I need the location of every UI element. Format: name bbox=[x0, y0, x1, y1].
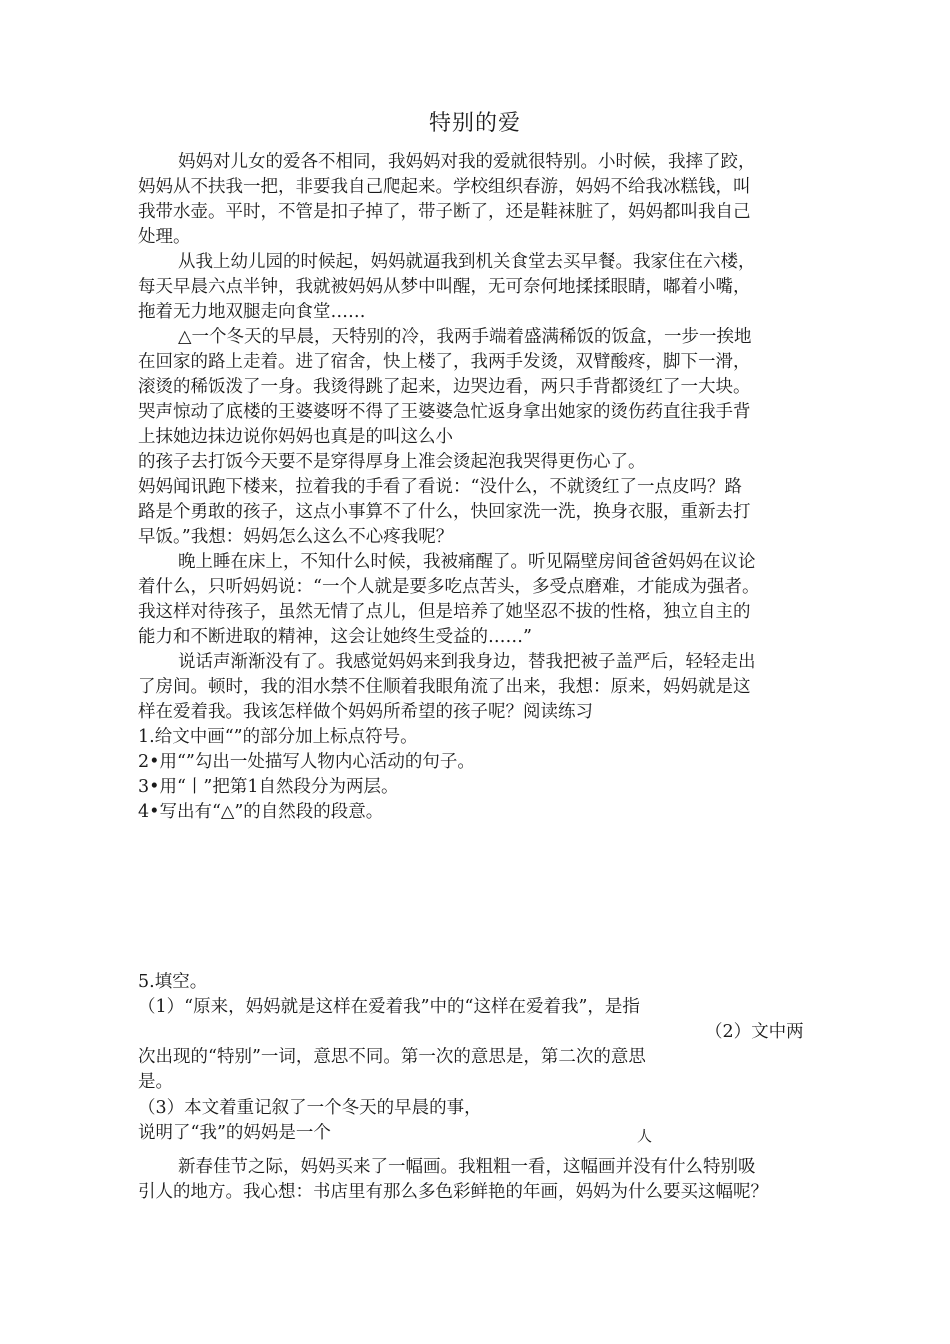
question-5-part2-line: 次出现的“特别”一词，意思不同。第一次的意思是，第二次的意思 bbox=[138, 1047, 646, 1067]
passage-line: 妈妈对儿女的爱各不相同，我妈妈对我的爱就很特别。小时候，我摔了跤， bbox=[178, 152, 756, 172]
passage-line: 能力和不断进取的精神，这会让她终生受益的……” bbox=[138, 627, 532, 647]
passage-line: 在回家的路上走着。进了宿舍，快上楼了，我两手发烫，双臂酸疼，脚下一滑， bbox=[138, 352, 751, 372]
passage-line: 我这样对待孩子，虽然无情了点儿，但是培养了她坚忍不拔的性格，独立自主的 bbox=[138, 602, 751, 622]
answer-mark: 人 bbox=[637, 1127, 653, 1145]
passage-line: 上抹她边抹边说你妈妈也真是的叫这么小 bbox=[138, 427, 453, 447]
passage-line: 妈妈从不扶我一把，非要我自己爬起来。学校组织春游，妈妈不给我冰糕钱，叫 bbox=[138, 177, 751, 197]
question-3: 3•用“丨”把第1自然段分为两层。 bbox=[138, 777, 399, 797]
passage-line: 样在爱着我。我该怎样做个妈妈所希望的孩子呢？阅读练习 bbox=[138, 702, 593, 722]
question-5-part3: （3）本文着重记叙了一个冬天的早晨的事， bbox=[138, 1098, 482, 1118]
question-1: 1.给文中画“”的部分加上标点符号。 bbox=[138, 727, 418, 747]
passage-line: 处理。 bbox=[138, 227, 191, 247]
document-title: 特别的爱 bbox=[428, 111, 521, 136]
passage-line: 从我上幼儿园的时候起，妈妈就逼我到机关食堂去买早餐。我家住在六楼， bbox=[178, 252, 756, 272]
passage-line: 了房间。顿时，我的泪水禁不住顺着我眼角流了出来，我想：原来，妈妈就是这 bbox=[138, 677, 751, 697]
question-2: 2•用“”勾出一处描写人物内心活动的句子。 bbox=[138, 752, 475, 772]
passage-line: 妈妈闻讯跑下楼来，拉着我的手看了看说：“没什么，不就烫红了一点皮吗？路 bbox=[138, 477, 742, 497]
question-5-heading: 5.填空。 bbox=[138, 972, 208, 992]
passage-line: 拖着无力地双腿走向食堂…… bbox=[138, 302, 366, 322]
question-5-part3-line: 说明了“我”的妈妈是一个 bbox=[138, 1123, 331, 1143]
passage-line: 说话声渐渐没有了。我感觉妈妈来到我身边，替我把被子盖严后，轻轻走出 bbox=[178, 652, 756, 672]
passage-line: 着什么，只听妈妈说：“一个人就是要多吃点苦头，多受点磨难，才能成为强者。 bbox=[138, 577, 760, 597]
question-5-part2-end: 是。 bbox=[138, 1072, 173, 1092]
next-passage-line: 新春佳节之际，妈妈买来了一幅画。我粗粗一看，这幅画并没有什么特别吸 bbox=[178, 1157, 756, 1177]
passage-line: △一个冬天的早晨，天特别的冷，我两手端着盛满稀饭的饭盒，一步一挨地 bbox=[178, 327, 752, 347]
next-passage-line: 引人的地方。我心想：书店里有那么多色彩鲜艳的年画，妈妈为什么要买这幅呢？ bbox=[138, 1182, 768, 1202]
question-5-part2-start: （2）文中两 bbox=[705, 1022, 804, 1042]
passage-line: 晚上睡在床上，不知什么时候，我被痛醒了。听见隔壁房间爸爸妈妈在议论 bbox=[178, 552, 756, 572]
question-5-part1: （1）“原来，妈妈就是这样在爱着我”中的“这样在爱着我”，是指 bbox=[138, 997, 640, 1017]
passage-line: 早饭。”我想：妈妈怎么这么不心疼我呢？ bbox=[138, 527, 454, 547]
passage-line: 路是个勇敢的孩子，这点小事算不了什么，快回家洗一洗，换身衣服，重新去打 bbox=[138, 502, 751, 522]
passage-line: 我带水壶。平时，不管是扣子掉了，带子断了，还是鞋袜脏了，妈妈都叫我自己 bbox=[138, 202, 751, 222]
question-4: 4•写出有“△”的自然段的段意。 bbox=[138, 802, 384, 822]
passage-line: 哭声惊动了底楼的王婆婆呀不得了王婆婆急忙返身拿出她家的烫伤药直往我手背 bbox=[138, 402, 751, 422]
passage-line: 滚烫的稀饭泼了一身。我烫得跳了起来，边哭边看，两只手背都烫红了一大块。 bbox=[138, 377, 751, 397]
passage-line: 每天早晨六点半钟，我就被妈妈从梦中叫醒，无可奈何地揉揉眼睛，嘟着小嘴， bbox=[138, 277, 751, 297]
passage-line: 的孩子去打饭今天要不是穿得厚身上准会烫起泡我哭得更伤心了。 bbox=[138, 452, 646, 472]
